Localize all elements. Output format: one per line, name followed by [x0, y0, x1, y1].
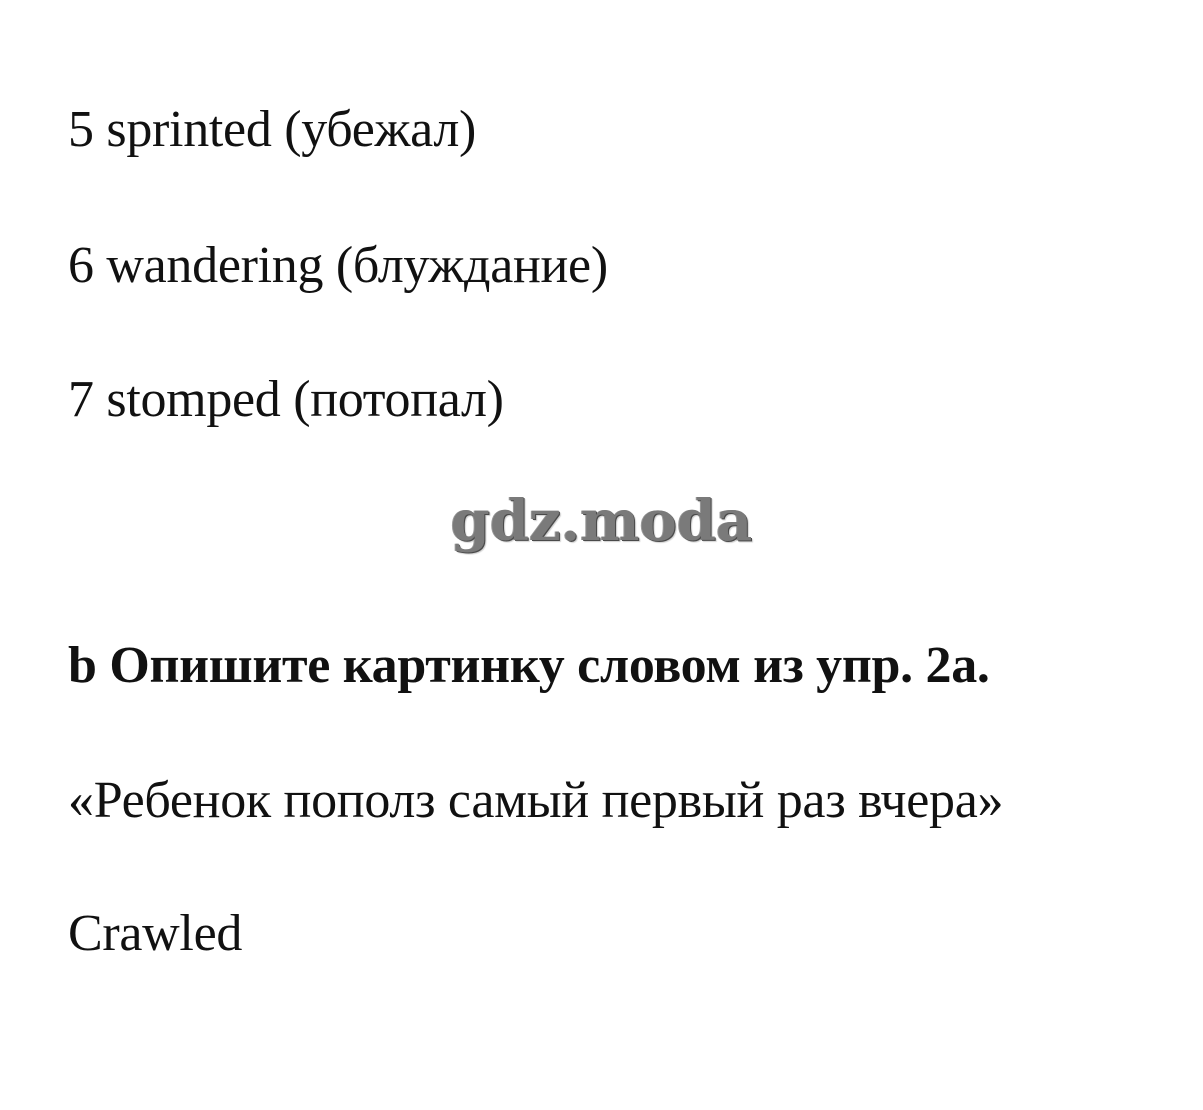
task-quote: «Ребенок пополз самый первый раз вчера»: [68, 772, 1004, 829]
answer-item-5: 5 sprinted (убежал): [68, 101, 477, 158]
answer-item-6: 6 wandering (блуждание): [68, 237, 608, 294]
watermark-logo: gdz.moda: [450, 488, 753, 554]
answer-item-7: 7 stomped (потопал): [68, 371, 504, 428]
task-heading: b Опишите картинку словом из упр. 2a.: [68, 637, 990, 694]
task-answer: Crawled: [68, 905, 243, 962]
